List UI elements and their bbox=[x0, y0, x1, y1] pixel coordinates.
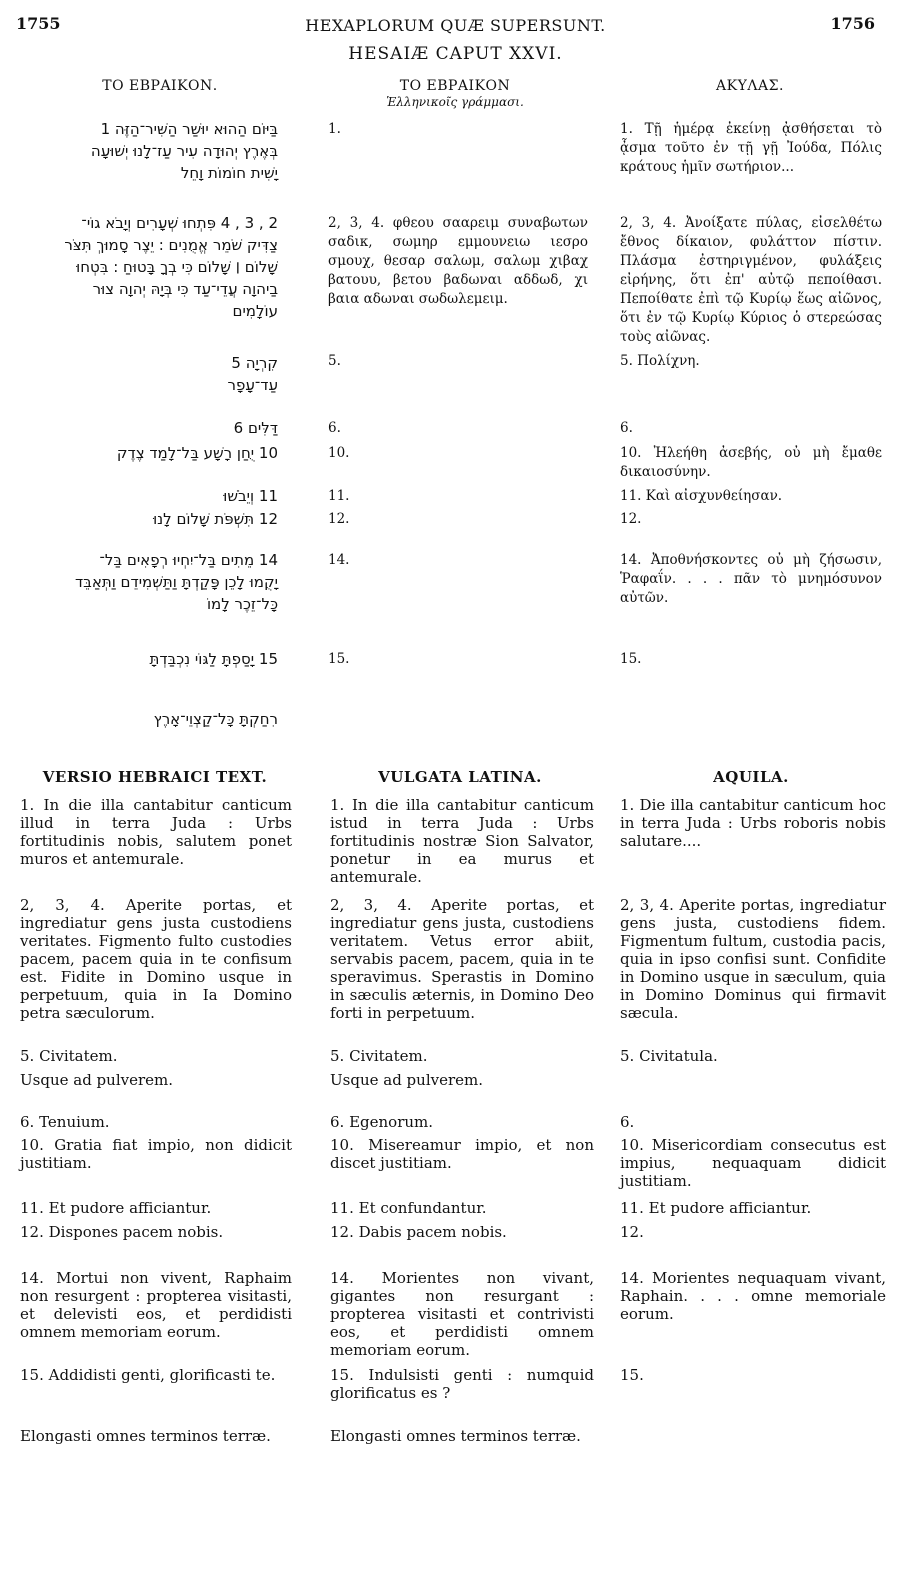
vulgata-verse-2-4: 2, 3, 4. Aperite portas, et ingrediatur gens justa, custodiens veritatem. Vetus error abiit, servabis pacem, pacem, quia in te speravimus. Sperastis in Domino in sæculis æternis, in Domino Deo forti in perpetuum. bbox=[330, 896, 594, 1022]
running-header bbox=[0, 14, 911, 38]
transliterated-verse-1: 1. bbox=[328, 121, 341, 137]
transliterated-verse-10: 10. bbox=[328, 445, 350, 461]
hebrew-verse-11: 11 וְיֵבֹשׁוּ bbox=[223, 487, 278, 505]
transliterated-verse-14: 14. bbox=[328, 552, 350, 568]
versio-verse-5b: Usque ad pulverem. bbox=[20, 1071, 174, 1089]
aquila-latin-verse-2-4: 2, 3, 4. Aperite portas, ingrediatur gens justa, custodiens fidem. Figmentum fultum, custodia pacis, quia in ipso confisi sunt. Confidite in Domino usque in sæculum, quia in Domino Dominus qui firmavit sæcula. bbox=[620, 896, 886, 1022]
heading-transliterated: ΤΟ ΕΒΡΑΙΚΟΝ bbox=[399, 78, 511, 94]
transliterated-verse-15: 15. bbox=[328, 651, 350, 667]
aquila-greek-verse-6: 6. bbox=[620, 420, 633, 436]
hebrew-verse-10: 10 יֻחַן רָשָׁע בַּל־לָמַד צֶדֶק bbox=[116, 444, 278, 462]
vulgata-verse-11: 11. Et confundantur. bbox=[330, 1199, 487, 1217]
vulgata-verse-1: 1. In die illa cantabitur canticum istud in terra Juda : Urbs fortitudinis nostræ Sion Salvator, ponetur in ea murus et antemurale. bbox=[330, 796, 594, 886]
transliterated-verse-11: 11. bbox=[328, 488, 350, 504]
versio-verse-5: 5. Civitatem. bbox=[20, 1047, 118, 1065]
hebrew-verse-5 bbox=[14, 352, 278, 396]
vulgata-verse-12: 12. Dabis pacem nobis. bbox=[330, 1223, 507, 1241]
hebrew-line: בְּאֶרֶץ יְהוּדָה עִיר עַז־לָנוּ יְשׁוּעָה bbox=[90, 142, 278, 160]
hebrew-line: עַד־עָפָר bbox=[227, 376, 278, 394]
hebrew-verse-1 bbox=[14, 118, 278, 184]
vulgata-verse-6: 6. Egenorum. bbox=[330, 1113, 434, 1131]
transliterated-verse-6: 6. bbox=[328, 420, 341, 436]
vulgata-verse-14: 14. Morientes non vivant, gigantes non resurgant : propterea visitasti et contrivisti eos, et perdidisti omnem memoriam eorum. bbox=[330, 1269, 594, 1359]
versio-verse-12: 12. Dispones pacem nobis. bbox=[20, 1223, 224, 1241]
hebrew-line: עוֹלָמִים bbox=[232, 302, 278, 320]
aquila-greek-verse-2-4: 2, 3, 4. Ἀνοίξατε πύλας, εἰσελθέτω ἔθνος δίκαιον, φυλάττον πίστιν. Πλάσμα ἐστηριγμένον, φυλάξεις εἰρήνης, ὅτι ἐπ' αὐτῷ πεποίθασι. Πεποίθατε ἐπὶ τῷ Κυρίῳ ἕως αἰῶνος, ὅτι ἐν τῷ Κυρίῳ Κύριος ὁ στερεώσας τοὺς αἰῶνας. bbox=[620, 215, 882, 345]
versio-verse-11: 11. Et pudore afficiantur. bbox=[20, 1199, 212, 1217]
hebrew-line: יָשִׁית חוֹמוֹת וָחֵל bbox=[180, 164, 278, 182]
hebrew-verse-2-4 bbox=[14, 212, 278, 322]
heading-transliterated-sub: Ἑλληνικοῖς γράμμασι. bbox=[386, 95, 524, 109]
vulgata-verse-5b: Usque ad pulverem. bbox=[330, 1071, 484, 1089]
vulgata-verse-5: 5. Civitatem. bbox=[330, 1047, 428, 1065]
hebrew-line: כָּל־זֵכֶר לָמוֹ bbox=[206, 595, 278, 613]
aquila-latin-verse-1: 1. Die illa cantabitur canticum hoc in terra Juda : Urbs roboris nobis salutare.... bbox=[620, 796, 886, 850]
versio-verse-14: 14. Mortui non vivent, Raphaim non resurgent : propterea visitasti, et delevisti eos, et perdidisti omnem memoriam eorum. bbox=[20, 1269, 292, 1341]
hebrew-verse-15b: רִחַקְתָּ כָּל־קַצְוֵי־אָרֶץ bbox=[153, 710, 278, 728]
hebrew-line: 14 מֵתִים בַּל־יִחְיוּ רְפָאִים בַּל־ bbox=[99, 551, 278, 569]
transliterated-verse-12: 12. bbox=[328, 511, 350, 527]
vulgata-verse-15b: Elongasti omnes terminos terræ. bbox=[330, 1427, 581, 1445]
aquila-latin-verse-11: 11. Et pudore afficiantur. bbox=[620, 1199, 812, 1217]
heading-hebrew: ΤΟ ΕΒΡΑΙΚΟΝ. bbox=[102, 78, 218, 94]
hebrew-line: 2 , 3 , 4 פִּתְחוּ שְׁעָרִים וְיָבֹא גוֹי־ bbox=[81, 214, 278, 232]
heading-aquila-latin: AQUILA. bbox=[713, 768, 789, 786]
hebrew-line: יָקֻמוּ לָכֵן פָּקַדְתָּ וַתַּשְׁמִידֵם וַתְּאַבֵּד bbox=[74, 573, 278, 591]
hebrew-verse-12: 12 תִּשְׁפֹּת שָׁלוֹם לָנוּ bbox=[153, 510, 278, 528]
aquila-latin-verse-12: 12. bbox=[620, 1223, 644, 1241]
aquila-latin-verse-10: 10. Misericordiam consecutus est impius, nequaquam didicit justitiam. bbox=[620, 1136, 886, 1190]
aquila-greek-verse-15: 15. bbox=[620, 651, 642, 667]
versio-verse-10: 10. Gratia fiat impio, non didicit justitiam. bbox=[20, 1136, 292, 1172]
versio-verse-2-4: 2, 3, 4. Aperite portas, et ingrediatur gens justa custodiens veritates. Figmento fulto custodies pacem, pacem quia in te confisum est. Fidite in Domino usque in perpetuum, quia in Ia Domino petra sæculorum. bbox=[20, 896, 292, 1022]
aquila-greek-verse-12: 12. bbox=[620, 511, 642, 527]
hebrew-verse-6: דַּלִּים 6 bbox=[233, 419, 278, 437]
running-title: HEXAPLORUM QUÆ SUPERSUNT. bbox=[305, 16, 606, 35]
heading-vulgata: VULGATA LATINA. bbox=[378, 768, 542, 786]
chapter-title: HESAIÆ CAPUT XXVI. bbox=[348, 44, 563, 64]
page-number-left: 1755 bbox=[16, 14, 61, 33]
aquila-greek-verse-11: 11. Καὶ αἰσχυνθείησαν. bbox=[620, 488, 783, 504]
aquila-greek-verse-5: 5. Πολίχνη. bbox=[620, 353, 700, 369]
versio-verse-6: 6. Tenuium. bbox=[20, 1113, 110, 1131]
versio-verse-1: 1. In die illa cantabitur canticum illud in terra Juda : Urbs fortitudinis nobis, salutem ponet muros et antemurale. bbox=[20, 796, 292, 868]
aquila-latin-verse-14: 14. Morientes nequaquam vivant, Raphain. . . . omne memoriale eorum. bbox=[620, 1269, 886, 1323]
heading-versio: VERSIO HEBRAICI TEXT. bbox=[42, 768, 268, 786]
hebrew-line: שָׁלוֹם ׀ שָׁלוֹם כִּי בְךָ בָּטוּחַ : בִּטְחוּ bbox=[76, 258, 278, 276]
page-number-right: 1756 bbox=[830, 14, 875, 33]
versio-verse-15b: Elongasti omnes terminos terræ. bbox=[20, 1427, 271, 1445]
transliterated-verse-2-4: 2, 3, 4. φθεου σααρειμ συναβωτων σαδικ, σωμηρ εμμουνειω ιεσρο σμουχ, θεσαρ σαλωμ, σαλωμ χιβαχ βατουυ, βετου βαδωναι αδδωδ, χι βαια αδωναι σωδωλεμειμ. bbox=[328, 215, 588, 307]
hebrew-line: קִרְיָה 5 bbox=[231, 354, 278, 372]
aquila-greek-verse-10: 10. Ἠλεήθη ἀσεβής, οὐ μὴ ἔμαθε δικαιοσύνην. bbox=[620, 445, 882, 480]
vulgata-verse-10: 10. Misereamur impio, et non discet justitiam. bbox=[330, 1136, 594, 1172]
hebrew-line: צַדִּיק שֹׁמֵר אֱמֻנִים : יֵצֶר סָמוּךְ תִּצֹּר bbox=[64, 236, 278, 254]
heading-aquila-greek: ΑΚΥΛΑΣ. bbox=[716, 78, 784, 94]
aquila-greek-verse-14: 14. Ἀποθνήσκοντες οὐ μὴ ζήσωσιν, Ῥαφαΐν. . . . πᾶν τὸ μνημόσυνον αὐτῶν. bbox=[620, 552, 882, 606]
hebrew-verse-14 bbox=[14, 549, 278, 615]
vulgata-verse-15: 15. Indulsisti genti : numquid glorificatus es ? bbox=[330, 1366, 594, 1402]
hebrew-line: בַיהוָה עֲדֵי־עַד כִּי בְּיָהּ יְהוָה צוּר bbox=[92, 280, 278, 298]
aquila-latin-verse-15: 15. bbox=[620, 1366, 644, 1384]
hebrew-line: בַּיּוֹם הַהוּא יוּשַׁר הַשִּׁיר־הַזֶּה 1 bbox=[100, 120, 278, 138]
aquila-latin-verse-6: 6. bbox=[620, 1113, 635, 1131]
aquila-latin-verse-5: 5. Civitatula. bbox=[620, 1047, 718, 1065]
aquila-greek-verse-1: 1. Τῇ ἡμέρᾳ ἐκείνῃ ᾀσθήσεται τὸ ᾆσμα τοῦτο ἐν τῇ γῇ Ἰούδα, Πόλις κράτους ἡμῖν σωτήριον... bbox=[620, 121, 882, 175]
hebrew-verse-15: 15 יָסַפְתָּ לַגּוֹי נִכְבַּדְתָּ bbox=[149, 650, 278, 668]
transliterated-verse-5: 5. bbox=[328, 353, 341, 369]
versio-verse-15: 15. Addidisti genti, glorificasti te. bbox=[20, 1366, 276, 1384]
